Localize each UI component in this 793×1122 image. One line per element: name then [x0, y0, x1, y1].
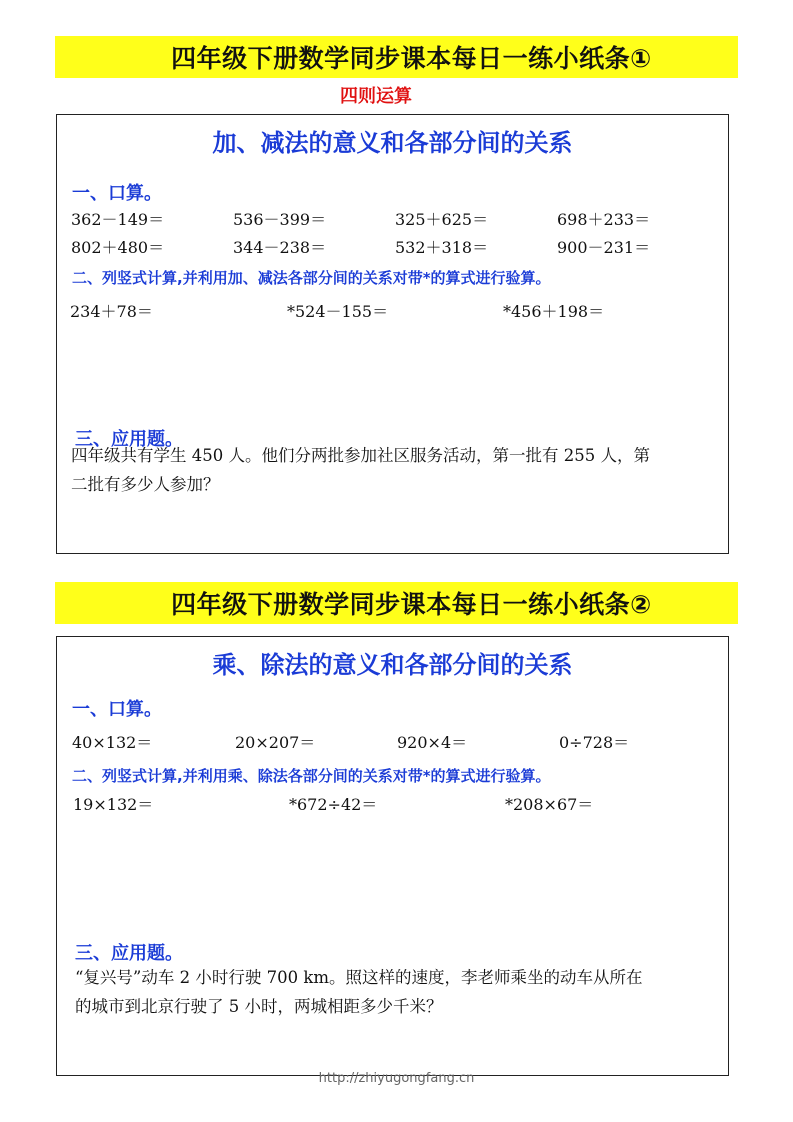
written-item: *456＋198＝: [503, 302, 605, 321]
written-item: *672÷42＝: [289, 795, 378, 814]
oral-item: 536－399＝: [233, 210, 327, 229]
sheet1-title: 加、减法的意义和各部分间的关系: [212, 129, 573, 157]
oral-item: 362－149＝: [71, 210, 165, 229]
sheet1-section-written: 二、列竖式计算,并利用加、减法各部分间的关系对带*的算式进行验算。: [72, 269, 551, 287]
sheet2-title: 乘、除法的意义和各部分间的关系: [212, 651, 573, 679]
written-item: *208×67＝: [505, 795, 594, 814]
sheet1-card: [56, 114, 729, 554]
written-item: 234＋78＝: [70, 302, 153, 321]
oral-item: 0÷728＝: [559, 733, 630, 752]
written-item: *524－155＝: [287, 302, 389, 321]
sheet1-word-problem: [71, 441, 721, 499]
sheet2-section-written: 二、列竖式计算,并利用乘、除法各部分间的关系对带*的算式进行验算。: [72, 767, 551, 785]
sheet2-banner: [55, 582, 738, 624]
written-item: 19×132＝: [73, 795, 154, 814]
sheet1-banner-text: 四年级下册数学同步课本每日一练小纸条①: [171, 44, 652, 73]
oral-item: 20×207＝: [235, 733, 316, 752]
problem-line: “复兴号”动车 2 小时行驶 700 km。照这样的速度，李老师乘坐的动车从所在: [75, 968, 643, 987]
oral-item: 698＋233＝: [557, 210, 651, 229]
sheet1-section-word-problem: 三、应用题。: [75, 429, 183, 450]
oral-item: 920×4＝: [397, 733, 468, 752]
sheet1-banner: [55, 36, 738, 78]
oral-item: 344－238＝: [233, 238, 327, 257]
oral-item: 325＋625＝: [395, 210, 489, 229]
sheet2-banner-text: 四年级下册数学同步课本每日一练小纸条②: [171, 590, 652, 619]
footer-url: http://zhiyugongfang.cn: [318, 1071, 475, 1086]
sheet2-card: [56, 636, 729, 1076]
sheet2-word-problem: [75, 963, 725, 1021]
sheet1-section-oral: 一、口算。: [72, 183, 162, 204]
oral-item: 802＋480＝: [71, 238, 165, 257]
sheet2-section-word-problem: 三、应用题。: [75, 943, 183, 964]
problem-line: 二批有多少人参加？: [71, 475, 220, 494]
oral-item: 900－231＝: [557, 238, 651, 257]
problem-line: 四年级共有学生 450 人。他们分两批参加社区服务活动，第一批有 255 人，第: [71, 446, 650, 465]
sheet2-section-oral: 一、口算。: [72, 699, 162, 720]
problem-line: 的城市到北京行驶了 5 小时，两城相距多少千米？: [75, 997, 443, 1016]
oral-item: 532＋318＝: [395, 238, 489, 257]
sheet1-unit-label: 四则运算: [340, 86, 412, 107]
oral-item: 40×132＝: [72, 733, 153, 752]
